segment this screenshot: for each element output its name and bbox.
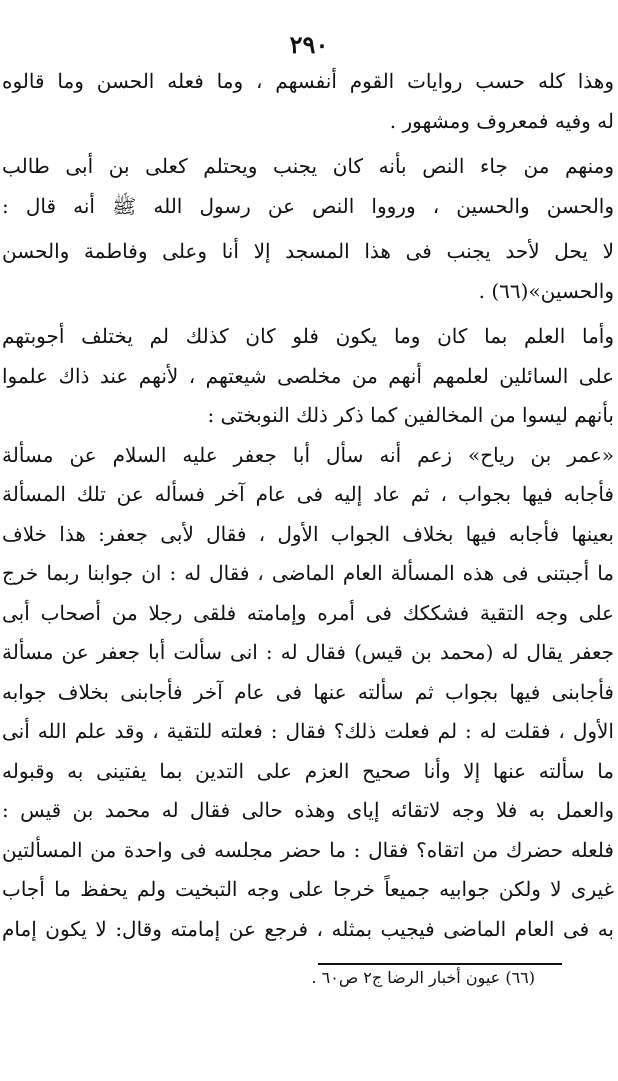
text-line: به فى العام الماضى فيجيب بمثله ، فرجع عن إمامته وقال: لا يكون إمام (2, 916, 614, 941)
text-line: غيرى لا ولكن جوابيه جميعاً خرجا على وجه التبخيت ولم يحفظ ما أجاب (2, 877, 614, 901)
footnote-divider (318, 963, 562, 965)
paragraph (2, 317, 614, 436)
text-line: وهذا كله حسب روايات القوم أنفسهم ، وما فعله الحسن وما قالوه (2, 69, 614, 93)
text-line: فلعله حضرك من اتقاه؟ فقال : ما حضر مجلسه فى واحدة من المسألتين (2, 837, 614, 862)
body-text (2, 62, 614, 949)
text-line: جعفر يقال له (محمد بن قيس) فقال له : انى سألت أبا جعفر عن مسألة (2, 640, 614, 664)
text-line: ما سألته عنها إلا وأنا صحيح العزم على التدين بما يفتينى به وقبوله (2, 758, 614, 783)
text-line: والحسن والحسين ، ورووا النص عن رسول الله ﷺ أنه قال : (2, 193, 614, 218)
paragraph (2, 147, 614, 226)
text-line: والحسين»(٦٦) . (478, 278, 614, 303)
text-line: على وجه التقية فشككك فى أمره وإمامته فلقى رجلا من أصحاب أبى (2, 600, 614, 625)
text-line: ما أجبتنى فى هذه المسألة العام الماضى ، فقال له : ان جوابنا ربما خرج (2, 561, 614, 585)
text-line: بأنهم ليسوا من المخالفين كما ذكر ذلك النوبختى : (207, 403, 614, 427)
text-line: بعينها فأجابه فيها بخلاف الجواب الأول ، فقال لأبى جعفر: هذا خلاف (2, 521, 614, 546)
text-line: فأجابه فيها بجواب ، ثم عاد إليه فى عام آخر فسأله عن تلك المسألة (2, 482, 614, 506)
text-line: فأجابنى فيها بجواب ثم سألته عنها فى عام آخر فأجابنى بخلاف جوابه (2, 679, 614, 704)
text-line: على السائلين لعلمهم أنهم من مخلصى شيعتهم ، لأنهم عند ذاك علموا (2, 363, 614, 388)
text-line: وأما العلم بما كان وما يكون فلو كان كذلك لم يختلف أجوبتهم (2, 324, 614, 348)
paragraph (2, 62, 614, 141)
footnote: (٦٦) عيون أخبار الرضا ج٢ ص٦٠ . (311, 968, 535, 987)
page-number: ٢٩٠ (289, 30, 329, 59)
quote-paragraph (2, 232, 614, 311)
text-line: «عمر بن رياح» زعم أنه سأل أبا جعفر عليه السلام عن مسألة (2, 442, 614, 467)
text-line: لا يحل لأحد يجنب فى هذا المسجد إلا أنا وعلى وفاطمة والحسن (2, 239, 614, 263)
text-line: الأول ، فقلت له : لم فعلت ذلك؟ فقال : فعلته للتقية ، وقد علم الله أنى (2, 719, 614, 743)
text-line: ومنهم من جاء النص بأنه كان يجنب ويحتلم كعلى بن أبى طالب (2, 154, 614, 178)
text-line: والعمل به فلا وجه لاتقائه إياى وهذه حالى فقال له محمد بن قيس : (2, 798, 614, 822)
quote-paragraph (2, 436, 614, 950)
text-line: له وفيه فمعروف ومشهور . (389, 108, 614, 133)
